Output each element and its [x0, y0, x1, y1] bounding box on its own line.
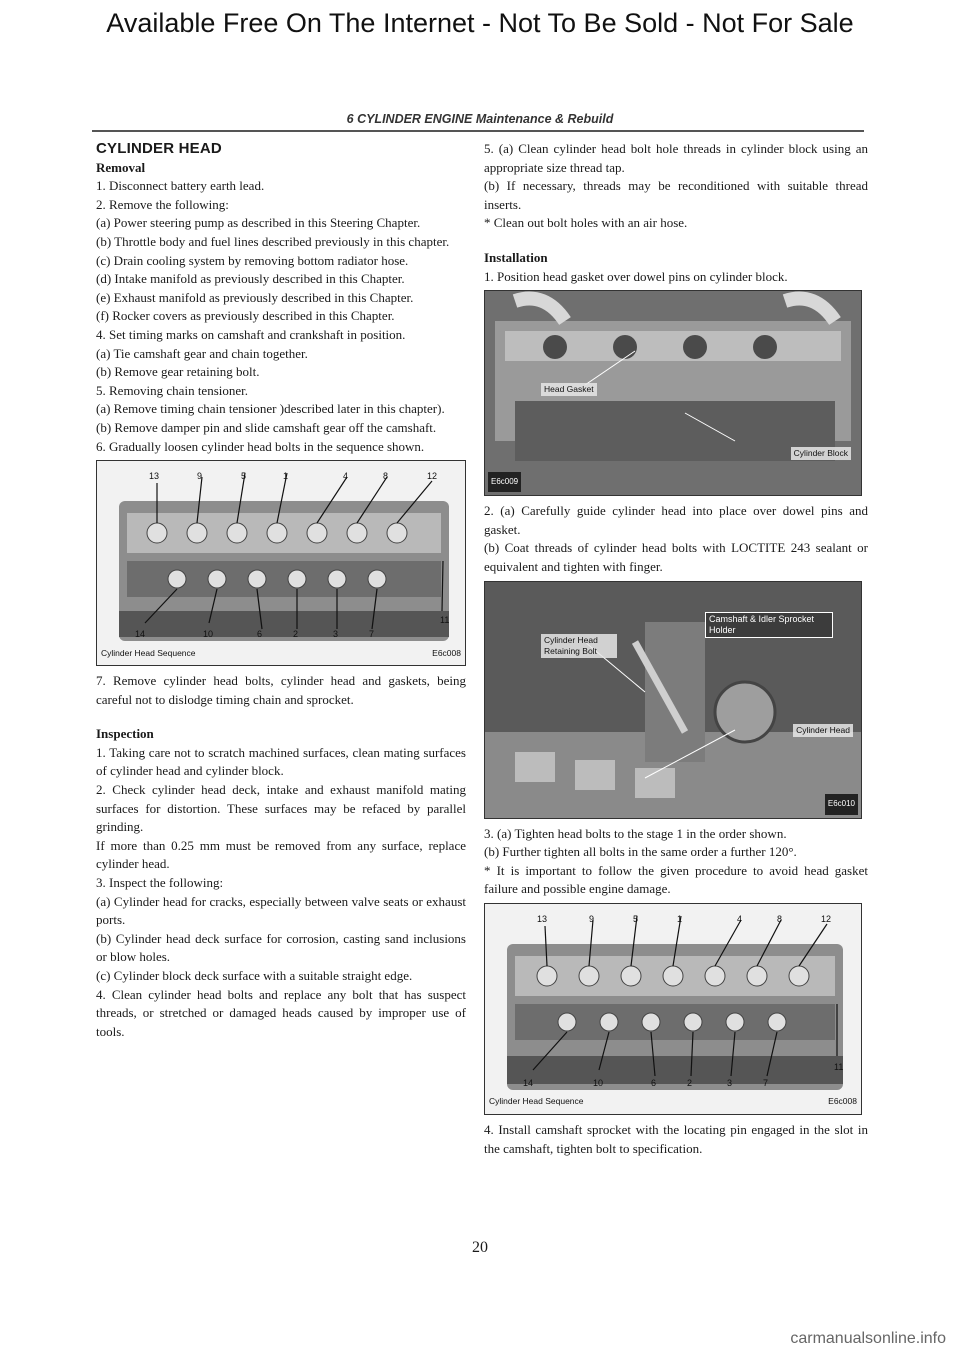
- inspection-heading: Inspection: [96, 726, 154, 742]
- removal-step: (b) Remove damper pin and slide camshaft gear off the camshaft.: [96, 419, 437, 435]
- page-number: 20: [472, 1239, 488, 1256]
- removal-step: (a) Power steering pump as described in this Steering Chapter.: [96, 215, 421, 231]
- sequence-number: 5: [241, 471, 247, 482]
- sequence-number: 9: [589, 913, 595, 924]
- installation-heading: Installation: [484, 249, 548, 265]
- cylinder-head-sequence-figure: [96, 460, 466, 666]
- retaining-bolt-photo: [484, 581, 862, 819]
- figure-code: E6c008: [432, 647, 461, 658]
- install-step: 2. (a) Carefully guide cylinder head into place over dowel pins and gasket.: [484, 503, 868, 537]
- figure-caption: Cylinder Head Sequence: [489, 1096, 584, 1107]
- removal-step: (f) Rocker covers as previously described in this Chapter.: [96, 308, 395, 324]
- sequence-number: 14: [135, 629, 146, 640]
- cylinder-head-diagram-icon: [485, 904, 861, 1114]
- inspection-step: 4. Clean cylinder head bolts and replace any bolt that has suspect threads, or stretched or damaged heads caused by improper use of tools.: [96, 986, 466, 1039]
- sequence-number: 2: [687, 1077, 693, 1088]
- thread-step: (b) If necessary, threads may be reconditioned with suitable thread inserts.: [484, 178, 868, 212]
- cylinder-head-diagram-icon: [97, 461, 465, 665]
- section-title: CYLINDER HEAD: [96, 140, 222, 157]
- sequence-number: 13: [537, 913, 548, 924]
- sequence-number-side: 11: [440, 615, 450, 626]
- thread-step: * Clean out bolt holes with an air hose.: [484, 215, 688, 231]
- sequence-number: 3: [333, 629, 339, 640]
- footer-watermark: carmanualsonline.info: [790, 1330, 946, 1347]
- removal-step: 4. Set timing marks on camshaft and crankshaft in position.: [96, 326, 406, 342]
- sequence-number: 1: [283, 471, 289, 482]
- removal-step: 1. Disconnect battery earth lead.: [96, 178, 265, 194]
- install-step: (b) Coat threads of cylinder head bolts with LOCTITE 243 sealant or equivalent and tighten with finger.: [484, 540, 868, 574]
- tighten-step: 3. (a) Tighten head bolts to the stage 1 in the order shown.: [484, 825, 787, 841]
- sequence-number: 2: [293, 629, 299, 640]
- watermark-banner: Available Free On The Internet - Not To Be Sold - Not For Sale: [106, 8, 854, 38]
- cylinder-head-sequence-figure-2: [484, 903, 862, 1115]
- sequence-number: 10: [593, 1077, 604, 1088]
- sequence-number: 4: [343, 471, 349, 482]
- inspection-step: 2. Check cylinder head deck, intake and exhaust manifold mating surfaces for distortion. These surfaces may be refaced by parallel grinding.: [96, 782, 466, 835]
- inspection-step: (b) Cylinder head deck surface for corrosion, casting sand inclusions or blow holes.: [96, 930, 466, 965]
- sequence-number: 8: [383, 471, 389, 482]
- sequence-number: 3: [727, 1077, 733, 1088]
- thread-step: 5. (a) Clean cylinder head bolt hole threads in cylinder block using an appropriate size thread tap.: [484, 141, 868, 175]
- removal-step: 6. Gradually loosen cylinder head bolts in the sequence shown.: [96, 438, 425, 454]
- sequence-number-side: 11: [834, 1061, 844, 1072]
- sequence-number: 9: [197, 471, 203, 482]
- running-head: 6 CYLINDER ENGINE Maintenance & Rebuild: [346, 112, 614, 126]
- removal-step: (d) Intake manifold as previously described in this Chapter.: [96, 271, 405, 287]
- figure-code: E6c009: [488, 472, 521, 493]
- removal-step: (c) Drain cooling system by removing bottom radiator hose.: [96, 252, 409, 268]
- sequence-number: 12: [427, 471, 438, 482]
- head-gasket-photo: [484, 290, 862, 496]
- cylinder-block-label: Cylinder Block: [791, 447, 851, 460]
- removal-step: (a) Remove timing chain tensioner )described later in this chapter).: [96, 401, 445, 417]
- sequence-number: 6: [257, 629, 263, 640]
- inspection-step: (c) Cylinder block deck surface with a suitable straight edge.: [96, 968, 413, 983]
- inspection-step: (a) Cylinder head for cracks, especially between valve seats or exhaust ports.: [96, 893, 466, 928]
- sequence-number: 12: [821, 913, 832, 924]
- removal-heading: Removal: [96, 159, 146, 175]
- right-column: [484, 140, 868, 1158]
- figure-code: E6c010: [825, 794, 858, 815]
- head-gasket-label: Head Gasket: [541, 383, 597, 396]
- inspection-steps: [96, 744, 466, 1042]
- tighten-steps: [484, 825, 868, 899]
- final-step: 4. Install camshaft sprocket with the locating pin engaged in the slot in the camshaft, tighten bolt to specification.: [484, 1121, 868, 1156]
- after-figure-steps: [96, 672, 466, 709]
- removal-step: (b) Throttle body and fuel lines described previously in this chapter.: [96, 233, 450, 249]
- guide-head-steps: [484, 502, 868, 576]
- inspection-step: 1. Taking care not to scratch machined surfaces, clean mating surfaces of cylinder head and cylinder block.: [96, 744, 466, 779]
- sequence-number: 13: [149, 471, 160, 482]
- retaining-bolt-label: Cylinder Head Retaining Bolt: [541, 634, 617, 658]
- cylinder-head-label: Cylinder Head: [793, 724, 853, 737]
- header-rule: [92, 130, 864, 132]
- figure-code: E6c008: [828, 1096, 857, 1107]
- sequence-number: 7: [763, 1077, 769, 1088]
- removal-step: (b) Remove gear retaining bolt.: [96, 364, 260, 380]
- figure-caption: Cylinder Head Sequence: [101, 647, 196, 658]
- removal-step: (e) Exhaust manifold as previously described in this Chapter.: [96, 289, 414, 305]
- sequence-number: 6: [651, 1077, 657, 1088]
- tighten-step: * It is important to follow the given procedure to avoid head gasket failure and possible engine damage.: [484, 862, 868, 897]
- camshaft-sprocket-label: Camshaft & Idler Sprocket Holder: [705, 612, 833, 638]
- left-column: [96, 140, 466, 1041]
- removal-step: 2. Remove the following:: [96, 196, 229, 212]
- removal-step: 5. Removing chain tensioner.: [96, 382, 249, 398]
- sequence-number: 4: [737, 913, 743, 924]
- sequence-number: 1: [677, 913, 683, 924]
- removal-step: 7. Remove cylinder head bolts, cylinder head and gaskets, being careful not to dislodge timing chain and sprocket.: [96, 673, 466, 707]
- installation-step: 1. Position head gasket over dowel pins on cylinder block.: [484, 268, 788, 284]
- inspection-step: 3. Inspect the following:: [96, 875, 224, 891]
- sequence-number: 5: [633, 913, 639, 924]
- inspection-step: If more than 0.25 mm must be removed from any surface, replace cylinder head.: [96, 837, 466, 872]
- sequence-number: 7: [369, 629, 375, 640]
- sequence-number: 14: [523, 1077, 534, 1088]
- thread-cleaning-steps: [484, 140, 868, 233]
- removal-step: (a) Tie camshaft gear and chain together.: [96, 345, 308, 361]
- sequence-number: 10: [203, 629, 214, 640]
- sequence-number: 8: [777, 913, 783, 924]
- tighten-step: (b) Further tighten all bolts in the same order a further 120°.: [484, 844, 797, 860]
- removal-steps: [96, 177, 466, 456]
